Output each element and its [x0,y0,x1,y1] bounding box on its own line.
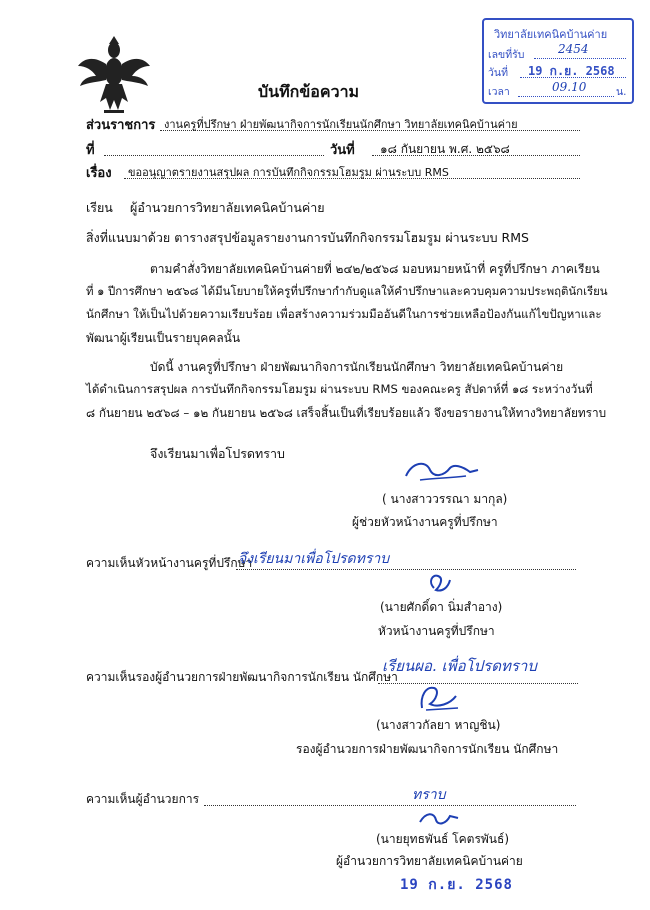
sig1-position: ผู้ช่วยหัวหน้างานครูที่ปรึกษา [352,515,498,529]
paragraph2-line: ได้ดำเนินการสรุปผล การบันทึกกิจกรรมโฮมรูม ผ่านระบบ RMS ของคณะครู สัปดาห์ที่ ๑๘ ระหว่างวันที่ [86,382,593,396]
opinion2-position: รองผู้อำนวยการฝ่ายพัฒนากิจการนักเรียน นักศึกษา [296,742,559,756]
opinion2-label: ความเห็นรองผู้อำนวยการฝ่ายพัฒนากิจการนักเรียน นักศึกษา [86,670,398,684]
garuda-emblem [76,36,152,116]
receipt-stamp [482,18,634,104]
paragraph2-line: บัดนี้ งานครูที่ปรึกษา ฝ่ายพัฒนากิจการนักเรียนนักศึกษา วิทยาลัยเทคนิคบ้านค่าย [150,360,564,374]
bottom-date-stamp: 19 ก.ย. 2568 [400,877,513,893]
sig1-name: ( นางสาววรรณา มากุล) [382,492,508,506]
receipt-number-value: 2454 [558,42,589,56]
salutation-label: เรียน [86,200,113,215]
paragraph1-line: ที่ ๑ ปีการศึกษา ๒๕๖๘ ได้มีนโยบายให้ครูที่ปรึกษากำกับดูแลให้คำปรึกษาและควบคุมความประพฤตินักเรียน [86,284,608,298]
subject-value: ขออนุญาตรายงานสรุปผล การบันทึกกิจกรรมโฮมรูม ผ่านระบบ RMS [128,166,449,179]
subject-label: เรื่อง [86,166,112,181]
opinion1-position: หัวหน้างานครูที่ปรึกษา [378,624,495,638]
opinion2-name: (นางสาวกัลยา หาญชิน) [376,718,501,732]
opinion3-handwritten: ทราบ [412,787,446,803]
receipt-date-value: 19 ก.ย. 2568 [528,64,615,78]
memo-title: บันทึกข้อความ [258,82,360,101]
receipt-number-label: เลขที่รับ [488,49,525,61]
date-label: วันที่ [330,143,355,158]
paragraph1-line: นักศึกษา ให้เป็นไปด้วยความเรียบร้อย เพื่อสร้างความร่วมมืออันดีในการช่วยเหลือป้องกันแก้ไขปัญหาและ [86,307,602,321]
agency-value: งานครูที่ปรึกษา ฝ่ายพัฒนากิจการนักเรียนนักศึกษา วิทยาลัยเทคนิคบ้านค่าย [164,118,518,131]
receipt-stamp-org: วิทยาลัยเทคนิคบ้านค่าย [494,28,608,41]
ref-label: ที่ [86,143,95,158]
opinion1-handwritten: จึงเรียนมาเพื่อโปรดทราบ [238,551,390,567]
agency-label: ส่วนราชการ [86,118,156,133]
receipt-time-label: เวลา [488,86,510,98]
opinion3-name: (นายยุทธพันธ์ โคตรพันธ์) [376,832,510,846]
opinion1-label: ความเห็นหัวหน้างานครูที่ปรึกษา [86,556,253,570]
receipt-date-label: วันที่ [488,67,508,79]
opinion2-handwritten: เรียนผอ. เพื่อโปรดทราบ [382,657,537,675]
opinion1-name: (นายศักดิ์ดา นิ่มสำอาง) [380,600,503,614]
closing-line: จึงเรียนมาเพื่อโปรดทราบ [150,446,285,461]
attachment-line: สิ่งที่แนบมาด้วย ตารางสรุปข้อมูลรายงานการบันทึกกิจกรรมโฮมรูม ผ่านระบบ RMS [86,230,529,245]
receipt-time-unit: น. [616,86,627,98]
receipt-time-value: 09.10 [552,80,587,94]
opinion3-label: ความเห็นผู้อำนวยการ [86,792,200,806]
signature-3 [416,682,462,718]
salutation-text: ผู้อำนวยการวิทยาลัยเทคนิคบ้านค่าย [130,200,325,215]
signature-1 [400,456,480,490]
signature-2 [424,570,454,600]
opinion3-position: ผู้อำนวยการวิทยาลัยเทคนิคบ้านค่าย [336,854,523,868]
paragraph1-line: พัฒนาผู้เรียนเป็นรายบุคคลนั้น [86,331,241,345]
date-value: ๑๘ กันยายน พ.ศ. ๒๕๖๘ [380,142,510,156]
paragraph2-line: ๘ กันยายน ๒๕๖๘ – ๑๒ กันยายน ๒๕๖๘ เสร็จสิ้นเป็นที่เรียบร้อยแล้ว จึงขอรายงานให้ทางวิทยาลัยทราบ [86,406,607,420]
paragraph1-line: ตามคำสั่งวิทยาลัยเทคนิคบ้านค่ายที่ ๒๔๒/๒๕๖๘ มอบหมายหน้าที่ ครูที่ปรึกษา ภาคเรียน [150,262,600,276]
